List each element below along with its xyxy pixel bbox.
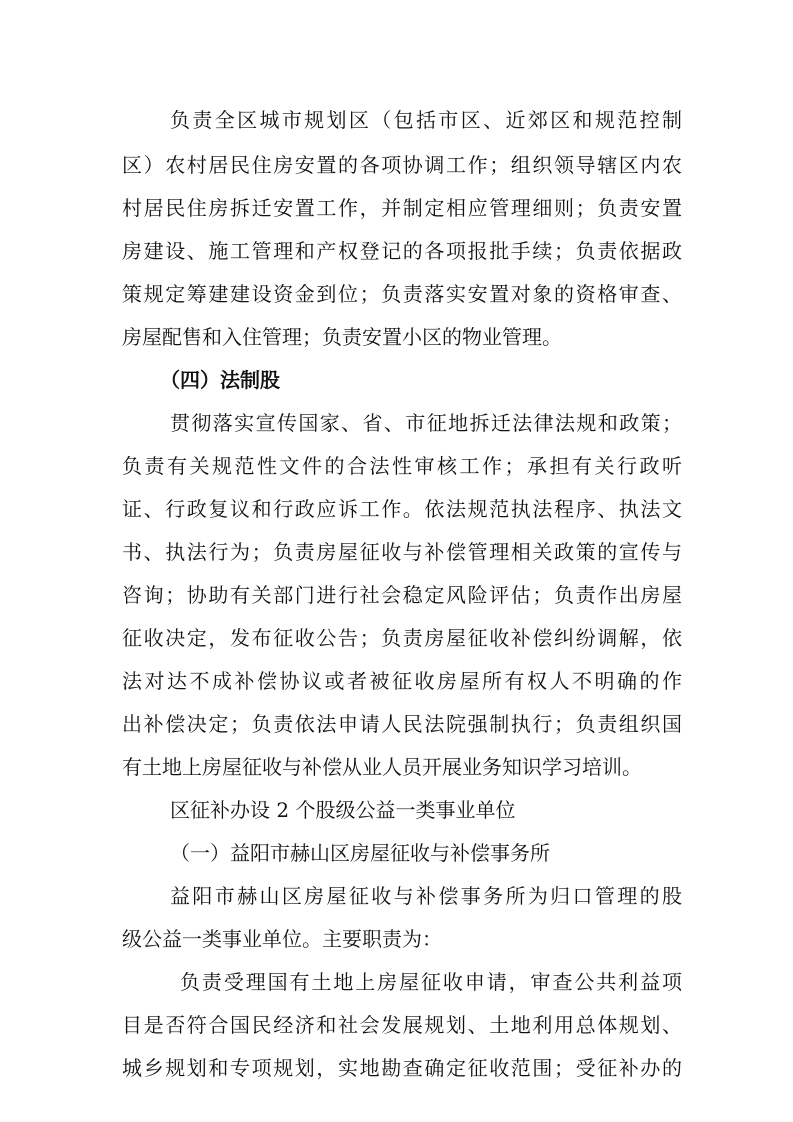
- paragraph-1-line-2: 区）农村居民住房安置的各项协调工作；组织领导辖区内农: [122, 153, 682, 177]
- paragraph-2-line-9: 有土地上房屋征收与补偿从业人员开展业务知识学习培训。: [122, 755, 642, 779]
- paragraph-6-line-2: 目是否符合国民经济和社会发展规划、土地利用总体规划、: [122, 1013, 682, 1037]
- paragraph-1-line-4: 房建设、施工管理和产权登记的各项报批手续；负责依据政: [122, 239, 682, 263]
- paragraph-1-line-5: 策规定筹建建设资金到位；负责落实安置对象的资格审查、: [122, 282, 682, 306]
- paragraph-2-line-6: 征收决定，发布征收公告；负责房屋征收补偿纠纷调解，依: [122, 626, 682, 650]
- paragraph-2-line-7: 法对达不成补偿协议或者被征收房屋所有权人不明确的作: [122, 669, 682, 693]
- paragraph-1-line-1: 负责全区城市规划区（包括市区、近郊区和规范控制: [170, 108, 682, 132]
- paragraph-5-line-1: 益阳市赫山区房屋征收与补偿事务所为归口管理的股: [170, 884, 682, 908]
- paragraph-3: 区征补办设 2 个股级公益一类事业单位: [170, 798, 516, 822]
- paragraph-5-line-2: 级公益一类事业单位。主要职责为：: [122, 927, 442, 951]
- section-heading-legal: （四）法制股: [160, 368, 280, 392]
- subsection-heading-1: （一）益阳市赫山区房屋征收与补偿事务所: [170, 841, 550, 865]
- paragraph-6-line-1: 负责受理国有土地上房屋征收申请，审查公共利益项: [180, 970, 682, 994]
- paragraph-1-line-6: 房屋配售和入住管理；负责安置小区的物业管理。: [122, 325, 562, 349]
- paragraph-6-line-3: 城乡规划和专项规划，实地勘查确定征收范围；受征补办的: [122, 1056, 682, 1080]
- paragraph-2-line-4: 书、执法行为；负责房屋征收与补偿管理相关政策的宣传与: [122, 540, 682, 564]
- paragraph-2-line-8: 出补偿决定；负责依法申请人民法院强制执行；负责组织国: [122, 712, 682, 736]
- paragraph-2-line-5: 咨询；协助有关部门进行社会稳定风险评估；负责作出房屋: [122, 583, 682, 607]
- paragraph-2-line-3: 证、行政复议和行政应诉工作。依法规范执法程序、执法文: [122, 497, 682, 521]
- paragraph-2-line-2: 负责有关规范性文件的合法性审核工作；承担有关行政听: [122, 454, 682, 478]
- paragraph-2-line-1: 贯彻落实宣传国家、省、市征地拆迁法律法规和政策；: [170, 411, 682, 435]
- paragraph-1-line-3: 村居民住房拆迁安置工作，并制定相应管理细则；负责安置: [122, 196, 682, 220]
